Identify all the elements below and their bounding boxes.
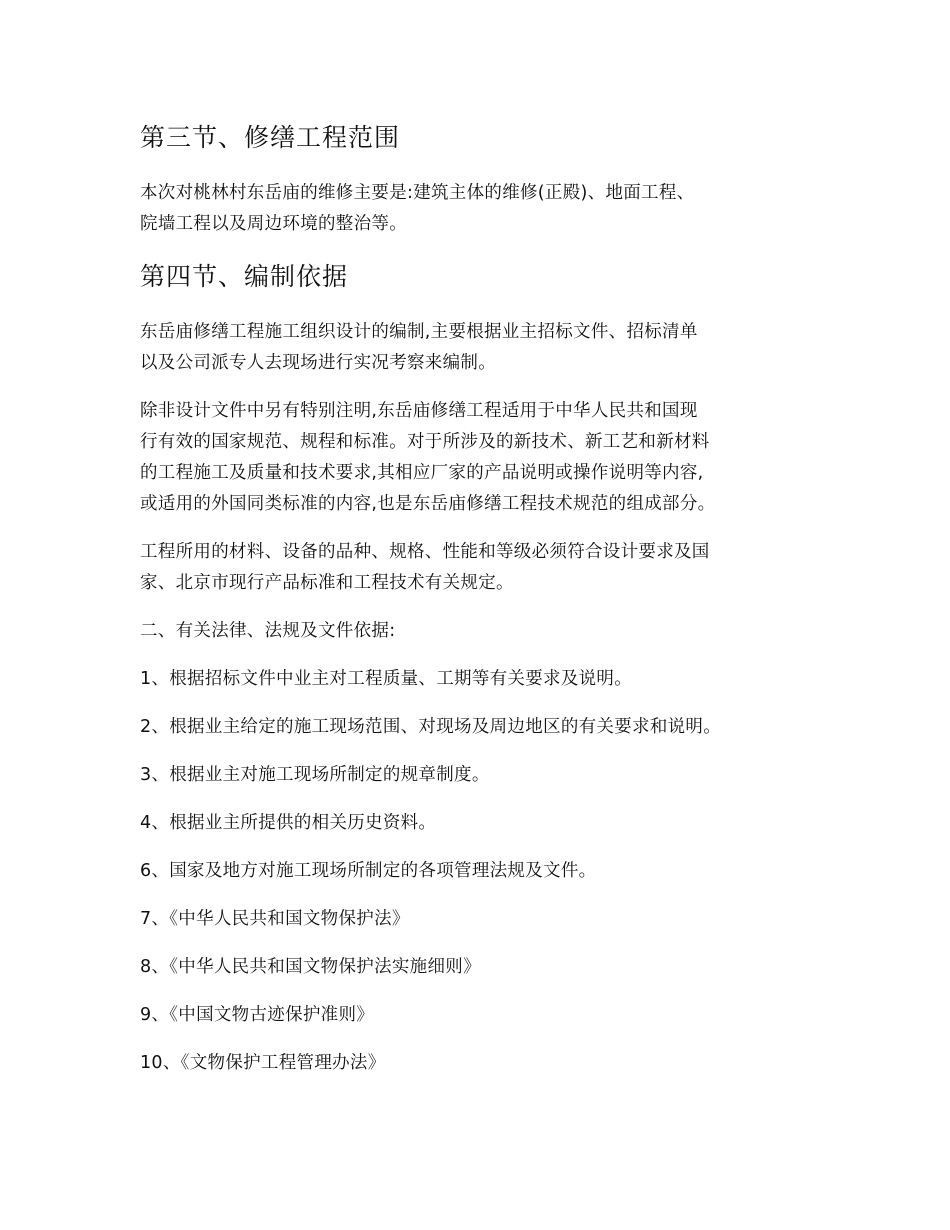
list-item: 10、《文物保护工程管理办法》: [140, 1053, 386, 1073]
list-item: 8、《中华人民共和国文物保护法实施细则》: [140, 957, 481, 977]
paragraph-laws-heading: 二、有关法律、法规及文件依据:: [140, 621, 396, 641]
paragraph-basis-3: 工程所用的材料、设备的品种、规格、性能和等级必须符合设计要求及国 家、北京市现行产品标准和工程技术有关规定。: [140, 542, 710, 593]
list-item: 4、根据业主所提供的相关历史资料。: [140, 813, 437, 833]
list-item: 3、根据业主对施工现场所制定的规章制度。: [140, 765, 490, 785]
section-heading-scope: 第三节、修缮工程范围: [140, 123, 401, 152]
paragraph-basis-2: 除非设计文件中另有特别注明,东岳庙修缮工程适用于中华人民共和国现 行有效的国家规范、规程和标准。对于所涉及的新技术、新工艺和新材料 的工程施工及质量和技术要求,其相应厂家的产品说明或操作说明等内容, 或适用的外国同类标准的内容,也是东岳庙修缮工程技术规范的组成部分。: [140, 401, 716, 514]
list-item: 2、根据业主给定的施工现场范围、对现场及周边地区的有关要求和说明。: [140, 717, 722, 737]
list-item: 9、《中国文物古迹保护准则》: [140, 1005, 375, 1025]
section-heading-basis: 第四节、编制依据: [140, 262, 349, 291]
list-item: 1、根据招标文件中业主对工程质量、工期等有关要求及说明。: [140, 669, 633, 689]
list-item: 6、国家及地方对施工现场所制定的各项管理法规及文件。: [140, 861, 597, 881]
paragraph-scope: 本次对桃林村东岳庙的维修主要是:建筑主体的维修(正殿)、地面工程、 院墙工程以及周边环境的整治等。: [140, 183, 695, 234]
paragraph-basis-1: 东岳庙修缮工程施工组织设计的编制,主要根据业主招标文件、招标清单 以及公司派专人去现场进行实况考察来编制。: [140, 322, 698, 373]
document-content: [140, 118, 820, 1096]
list-item: 7、《中华人民共和国文物保护法》: [140, 909, 410, 929]
